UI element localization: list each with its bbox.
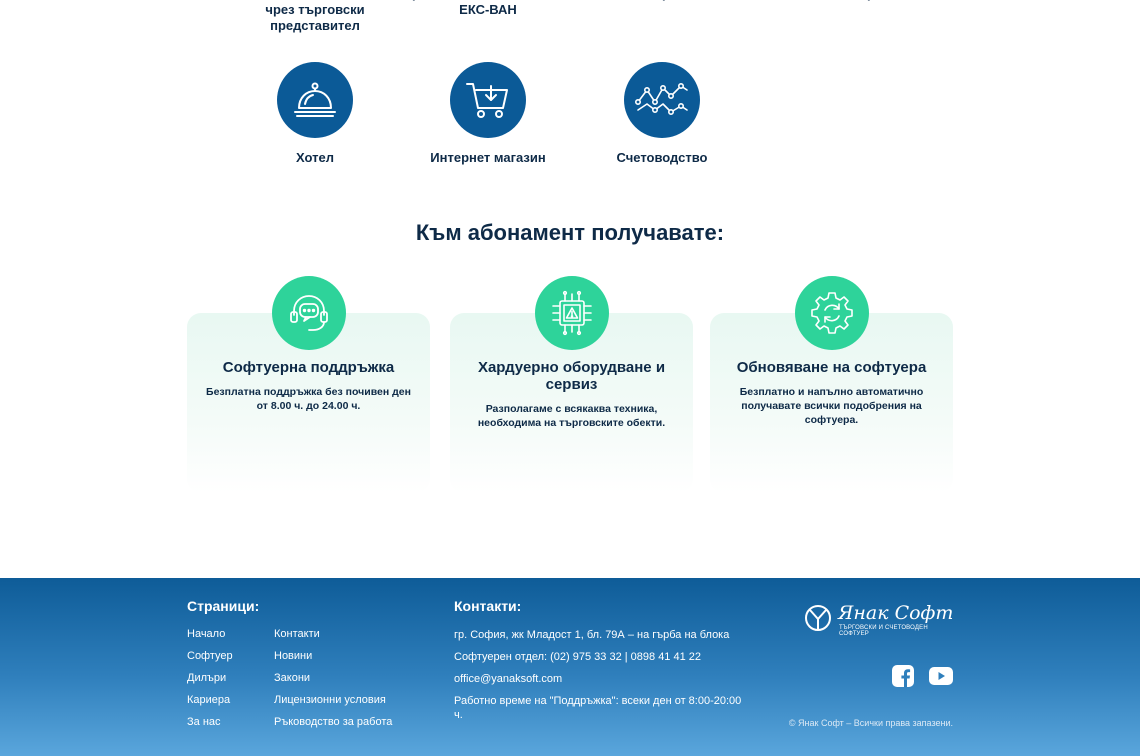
headset-chat-icon — [272, 276, 346, 350]
line-graph-icon — [624, 62, 700, 138]
cropped-text-fragment — [412, 0, 416, 7]
footer-link-dealers[interactable]: Дилъри — [187, 672, 227, 684]
gear-refresh-icon — [795, 276, 869, 350]
business-type-label: Счетоводство — [616, 150, 708, 165]
cropped-text-fragment — [867, 0, 871, 7]
footer-address: гр. София, жк Младост 1, бл. 79А – на гърба на блока — [454, 629, 730, 641]
logo-mark-icon — [804, 604, 832, 632]
business-type-label: Хотел — [296, 150, 334, 165]
footer-link-news[interactable]: Новини — [274, 650, 313, 662]
feature-card-text: Разполагаме с всякаква техника, необходима на търговските обекти. — [477, 403, 666, 429]
footer-working-hours: Работно време на "Поддръжка": всеки ден от 8:00-20:00 ч. — [454, 695, 742, 721]
facebook-icon[interactable] — [892, 665, 916, 687]
business-types-top-row — [0, 0, 1140, 40]
chip-warning-icon — [535, 276, 609, 350]
feature-card-hardware-service — [450, 313, 693, 493]
business-type-label-partial[interactable]: ЕКС-ВАН — [459, 2, 517, 17]
logo-name: Янак Софт — [838, 602, 954, 624]
footer-link-contacts[interactable]: Контакти — [274, 628, 320, 640]
footer-email[interactable]: office@yanaksoft.com — [454, 673, 563, 685]
business-type-accounting[interactable] — [582, 62, 742, 165]
youtube-icon[interactable] — [929, 665, 953, 687]
feature-card-software-updates — [710, 313, 953, 493]
feature-card-title: Софтуерна поддръжка — [222, 359, 395, 376]
subscription-heading: Към абонамент получавате: — [415, 220, 725, 245]
business-type-online-store[interactable] — [408, 62, 568, 165]
feature-card-text: Безплатно и напълно автоматично получавате всички подобрения на софтуера. — [739, 386, 924, 426]
footer-link-laws[interactable]: Закони — [274, 672, 311, 684]
footer-link-license[interactable]: Лицензионни условия — [274, 694, 386, 706]
company-logo[interactable] — [804, 604, 954, 636]
business-type-label-partial[interactable]: чрез търговски представител — [265, 2, 365, 33]
footer-phone[interactable]: Софтуерен отдел: (02) 975 33 32 | 0898 41 41 22 — [454, 651, 702, 663]
service-bell-icon — [277, 62, 353, 138]
site-footer — [0, 578, 1140, 756]
feature-card-title: Хардуерно оборудване и сервиз — [477, 359, 666, 393]
footer-contacts-heading: Контакти: — [454, 598, 522, 614]
footer-link-software[interactable]: Софтуер — [187, 650, 233, 662]
business-type-label: Интернет магазин — [430, 150, 546, 165]
shopping-cart-icon — [450, 62, 526, 138]
logo-tagline: ТЪРГОВСКИ И СЧЕТОВОДЕН СОФТУЕР — [839, 625, 928, 637]
footer-link-careers[interactable]: Кариера — [187, 694, 231, 706]
footer-copyright: © Янак Софт – Всички права запазени. — [788, 718, 953, 728]
footer-link-manual[interactable]: Ръководство за работа — [274, 716, 393, 728]
footer-link-home[interactable]: Начало — [187, 628, 226, 640]
feature-card-text: Безплатна поддръжка без почивен ден от 8.00 ч. до 24.00 ч. — [206, 386, 411, 412]
cropped-text-fragment — [662, 0, 666, 7]
footer-pages-heading: Страници: — [187, 598, 260, 614]
business-type-hotel[interactable] — [235, 62, 395, 165]
feature-card-software-support — [187, 313, 430, 493]
feature-card-title: Обновяване на софтуера — [736, 359, 927, 376]
footer-link-about[interactable]: За нас — [187, 716, 221, 728]
